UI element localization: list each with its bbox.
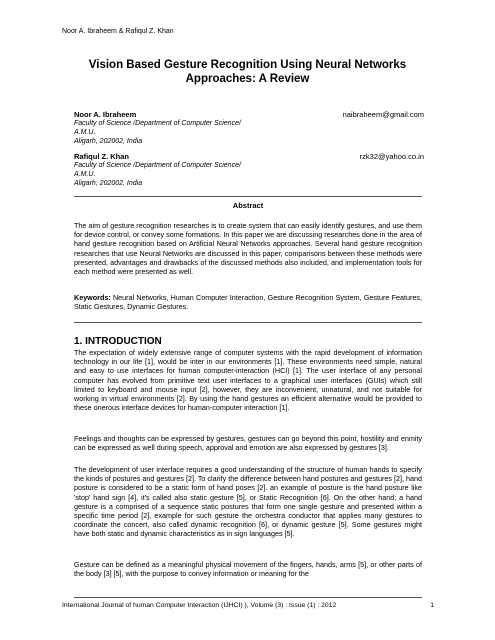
footer-journal: International Journal of human Computer Interaction (IJHCI) ), Volume (3) : Issue (1) : 2012 <box>62 602 337 609</box>
author-affiliation: A.M.U. <box>74 129 96 136</box>
abstract-text: The aim of gesture recognition researches is to create system that can easily identify gestures, and use them for device control, or convey some formations. In this paper we are discussing researches done in the area of hand gesture recognition based on Artificial Neural Networks approaches. Several hand gesture recognition researches that use Neural Networks are discussed in this paper, comparisons between these methods were presented, advantages and drawbacks of the discussed methods also included, and implementation tools for each method were presented as well. <box>74 221 422 277</box>
divider <box>74 322 422 323</box>
footer-divider <box>74 597 422 598</box>
author-email: rzk32@yahoo.co.in <box>359 152 424 161</box>
divider <box>74 196 422 197</box>
author-affiliation: Aligarh, 202002, India <box>74 180 143 187</box>
author-affiliation: Faculty of Science /Department of Computer Science/ <box>74 120 241 127</box>
author-affiliation: A.M.U. <box>74 171 96 178</box>
title-line-1: Vision Based Gesture Recognition Using Neural Networks <box>88 59 407 71</box>
author-affiliation: Aligarh, 202002, India <box>74 138 143 145</box>
author-affiliation: Faculty of Science /Department of Computer Science/ <box>74 162 241 169</box>
page-number: 1 <box>430 602 434 609</box>
body-paragraph: Gesture can be defined as a meaningful physical movement of the fingers, hands, arms [5], or other parts of the body [3] [5], with the purpose to convey information or meaning for the <box>74 560 422 579</box>
author-name: Noor A. Ibraheem <box>74 110 137 119</box>
keywords-text: Neural Networks, Human Computer Interaction, Gesture Recognition System, Gesture Features, Static Gestures, Dynamic Gestures. <box>74 293 422 312</box>
body-paragraph: Feelings and thoughts can be expressed by gestures, gestures can go beyond this point, hostility and enmity can be expressed as well during speech, approval and emotion are also expressed by gestures [3]. <box>74 434 422 453</box>
author-block-2 <box>74 152 424 188</box>
keywords <box>74 293 422 311</box>
author-block-1 <box>74 110 424 146</box>
author-email: naibraheem@gmail.com <box>342 110 424 119</box>
paper-title <box>60 58 435 86</box>
body-paragraph: The expectation of widely extensive range of computer systems with the rapid development of information technology in our life [1], would be inter in our environments [1]. These environments need simple, natural and easy to use interfaces for human computer-interaction (HCI) [1]. The user interface of any personal computer has evolved from primitive text user interfaces to a graphical user interfaces (GUIs) which still limited to keyboard and mouse input [2], however, they are inconvenient, unnatural, and not suitable for working in virtual environments [2]. By using the hand gestures an efficient alternative would be provided to these onerous interface devices for human-computer interaction [1]. <box>74 348 422 413</box>
keywords-label: Keywords: <box>74 293 111 302</box>
author-name: Rafiqul Z. Khan <box>74 152 129 161</box>
title-line-2: Approaches: A Review <box>185 73 310 85</box>
running-head: Noor A. Ibraheem & Rafiqul Z. Khan <box>62 28 174 35</box>
abstract-heading: Abstract <box>232 201 264 210</box>
body-paragraph: The development of user interface requires a good understanding of the structure of human hands to specify the kinds of postures and gestures [2]. To clarify the difference between hand postures and gestures [2], hand posture is considered to be a static form of hand poses [2]. an example of posture is the hand posture like 'stop' hand sign [4], it's called also static gesture [5], or Static Recognition [6]. On the other hand; a hand gesture is a comprised of a sequence static postures that form one single gesture and presented within a specific time period [2], example for such gesture the orchestra conductor that applies many gestures to coordinate the concert, also called dynamic recognition [6], or dynamic gesture [5]. Some gestures might have both static and dynamic characteristics as in sign languages [5]. <box>74 465 422 539</box>
page-footer <box>62 602 434 609</box>
section-heading: 1. INTRODUCTION <box>74 336 162 347</box>
